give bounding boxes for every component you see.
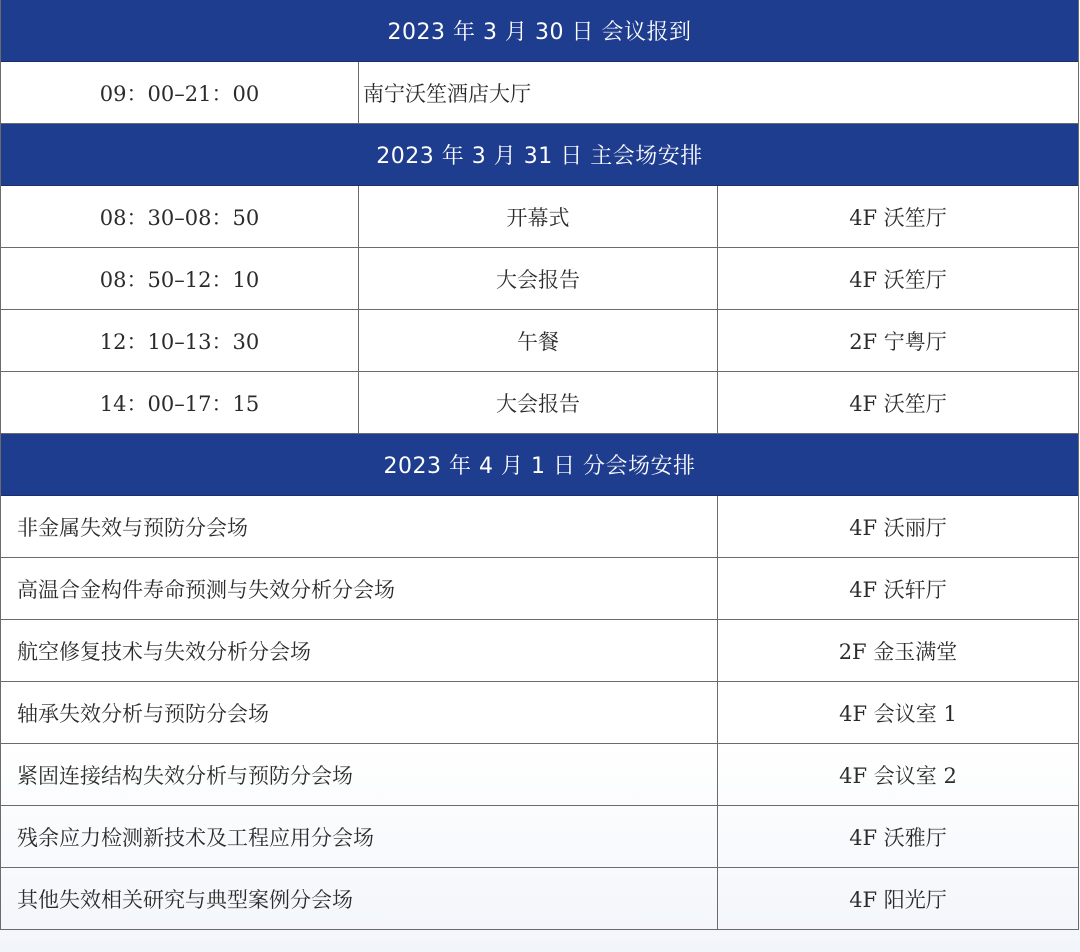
session-name-cell: 残余应力检测新技术及工程应用分会场 (1, 806, 718, 867)
room-cell: 4F 沃雅厅 (849, 825, 947, 850)
room-cell: 2F 金玉满堂 (838, 639, 958, 664)
time-cell: 12：10–13：30 (1, 310, 359, 371)
location-cell: 南宁沃笙酒店大厅 (363, 81, 531, 106)
session-name-cell: 高温合金构件寿命预测与失效分析分会场 (1, 558, 718, 619)
time-cell: 14：00–17：15 (1, 372, 359, 433)
time-cell: 08：50–12：10 (1, 248, 359, 309)
room-cell: 4F 沃轩厅 (849, 577, 947, 602)
room-cell: 4F 沃笙厅 (849, 205, 947, 230)
session-name-cell: 非金属失效与预防分会场 (1, 496, 718, 557)
table-row (1, 558, 1078, 620)
session-name-cell: 航空修复技术与失效分析分会场 (1, 620, 718, 681)
table-row (1, 186, 1078, 248)
table-row (1, 496, 1078, 558)
event-cell: 开幕式 (359, 186, 718, 247)
room-cell: 4F 会议室 1 (839, 701, 957, 726)
sub-venues-header: 2023 年 4 月 1 日 分会场安排 (383, 454, 696, 479)
section-header-sub-venues (1, 434, 1078, 496)
event-cell: 午餐 (359, 310, 718, 371)
table-row (1, 62, 1078, 124)
table-row (1, 248, 1078, 310)
table-row (1, 310, 1078, 372)
time-cell: 09：00–21：00 (1, 62, 359, 123)
room-cell: 4F 沃丽厅 (849, 515, 947, 540)
event-cell: 大会报告 (359, 372, 718, 433)
event-cell: 大会报告 (359, 248, 718, 309)
registration-header: 2023 年 3 月 30 日 会议报到 (387, 20, 692, 45)
room-cell: 4F 会议室 2 (839, 763, 957, 788)
table-row (1, 372, 1078, 434)
table-row (1, 744, 1078, 806)
table-row (1, 620, 1078, 682)
main-venue-header: 2023 年 3 月 31 日 主会场安排 (376, 144, 703, 169)
session-name-cell: 其他失效相关研究与典型案例分会场 (1, 868, 718, 929)
room-cell: 4F 沃笙厅 (849, 267, 947, 292)
table-row (1, 806, 1078, 868)
session-name-cell: 紧固连接结构失效分析与预防分会场 (1, 744, 718, 805)
section-header-registration (1, 0, 1078, 62)
room-cell: 4F 沃笙厅 (849, 391, 947, 416)
time-cell: 08：30–08：50 (1, 186, 359, 247)
room-cell: 2F 宁粤厅 (849, 329, 947, 354)
section-header-main-venue (1, 124, 1078, 186)
table-row (1, 682, 1078, 744)
table-row (1, 868, 1078, 930)
session-name-cell: 轴承失效分析与预防分会场 (1, 682, 718, 743)
room-cell: 4F 阳光厅 (849, 887, 947, 912)
